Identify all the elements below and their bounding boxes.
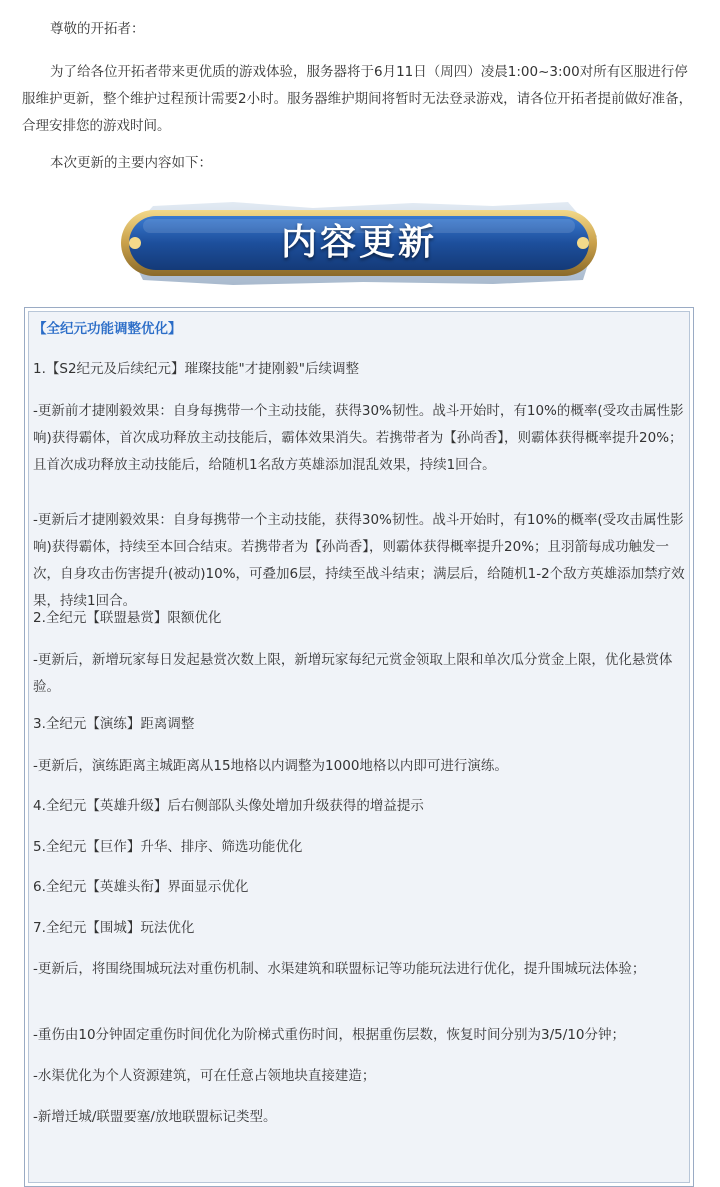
content-update-banner xyxy=(113,200,605,286)
list-item: 4.全纪元【英雄升级】后右侧部队头像处增加升级获得的增益提示 xyxy=(33,798,424,814)
list-item: 6.全纪元【英雄头衔】界面显示优化 xyxy=(33,879,249,895)
section-title: 【全纪元功能调整优化】 xyxy=(33,321,182,337)
intro-summary: 本次更新的主要内容如下： xyxy=(50,155,212,171)
list-item: 2.全纪元【联盟悬赏】限额优化 xyxy=(33,610,222,626)
list-item: 3.全纪元【演练】距离调整 xyxy=(33,716,195,732)
list-item: -更新后，演练距离主城距离从15地格以内调整为1000地格以内即可进行演练。 xyxy=(33,758,508,774)
list-item: -新增迁城/联盟要塞/放地联盟标记类型。 xyxy=(33,1109,277,1125)
list-item: -水渠优化为个人资源建筑，可在任意占领地块直接建造； xyxy=(33,1068,376,1084)
banner-title: 内容更新 xyxy=(280,222,437,263)
list-item: -更新后，新增玩家每日发起悬赏次数上限，新增玩家每纪元赏金领取上限和单次瓜分赏金上限，优化悬赏体验。 xyxy=(33,652,673,695)
list-item: 7.全纪元【围城】玩法优化 xyxy=(33,920,195,936)
update-content-box xyxy=(24,307,694,1187)
list-item: -重伤由10分钟固定重伤时间优化为阶梯式重伤时间，根据重伤层数，恢复时间分别为3/5/10分钟； xyxy=(33,1027,626,1043)
list-item: 5.全纪元【巨作】升华、排序、筛选功能优化 xyxy=(33,839,303,855)
list-item: -更新前才捷刚毅效果：自身每携带一个主动技能，获得30%韧性。战斗开始时，有10%的概率(受攻击属性影响)获得霸体，首次成功释放主动技能后，霸体效果消失。若携带者为【孙尚香】，则霸体获得概率提升20%；且首次成功释放主动技能后，给随机1名敌方英雄添加混乱效果，持续1回合。 xyxy=(33,403,684,473)
list-item: 1.【S2纪元及后续纪元】璀璨技能"才捷刚毅"后续调整 xyxy=(33,361,359,377)
intro-paragraph: 为了给各位开拓者带来更优质的游戏体验，服务器将于6月11日（周四）凌晨1:00~3:00对所有区服进行停服维护更新，整个维护过程预计需要2小时。服务器维护期间将暂时无法登录游戏，请各位开拓者提前做好准备，合理安排您的游戏时间。 xyxy=(22,64,693,134)
greeting: 尊敬的开拓者： xyxy=(50,21,145,37)
list-item: -更新后才捷刚毅效果：自身每携带一个主动技能，获得30%韧性。战斗开始时，有10%的概率(受攻击属性影响)获得霸体，持续至本回合结束。若携带者为【孙尚香】，则霸体获得概率提升20%；且羽箭每成功触发一次，自身攻击伤害提升(被动)10%，可叠加6层，持续至战斗结束；满层后，给随机1-2个敌方英雄添加禁疗效果，持续1回合。 xyxy=(33,512,685,609)
list-item: -更新后，将围绕围城玩法对重伤机制、水渠建筑和联盟标记等功能玩法进行优化，提升围城玩法体验； xyxy=(33,961,646,977)
